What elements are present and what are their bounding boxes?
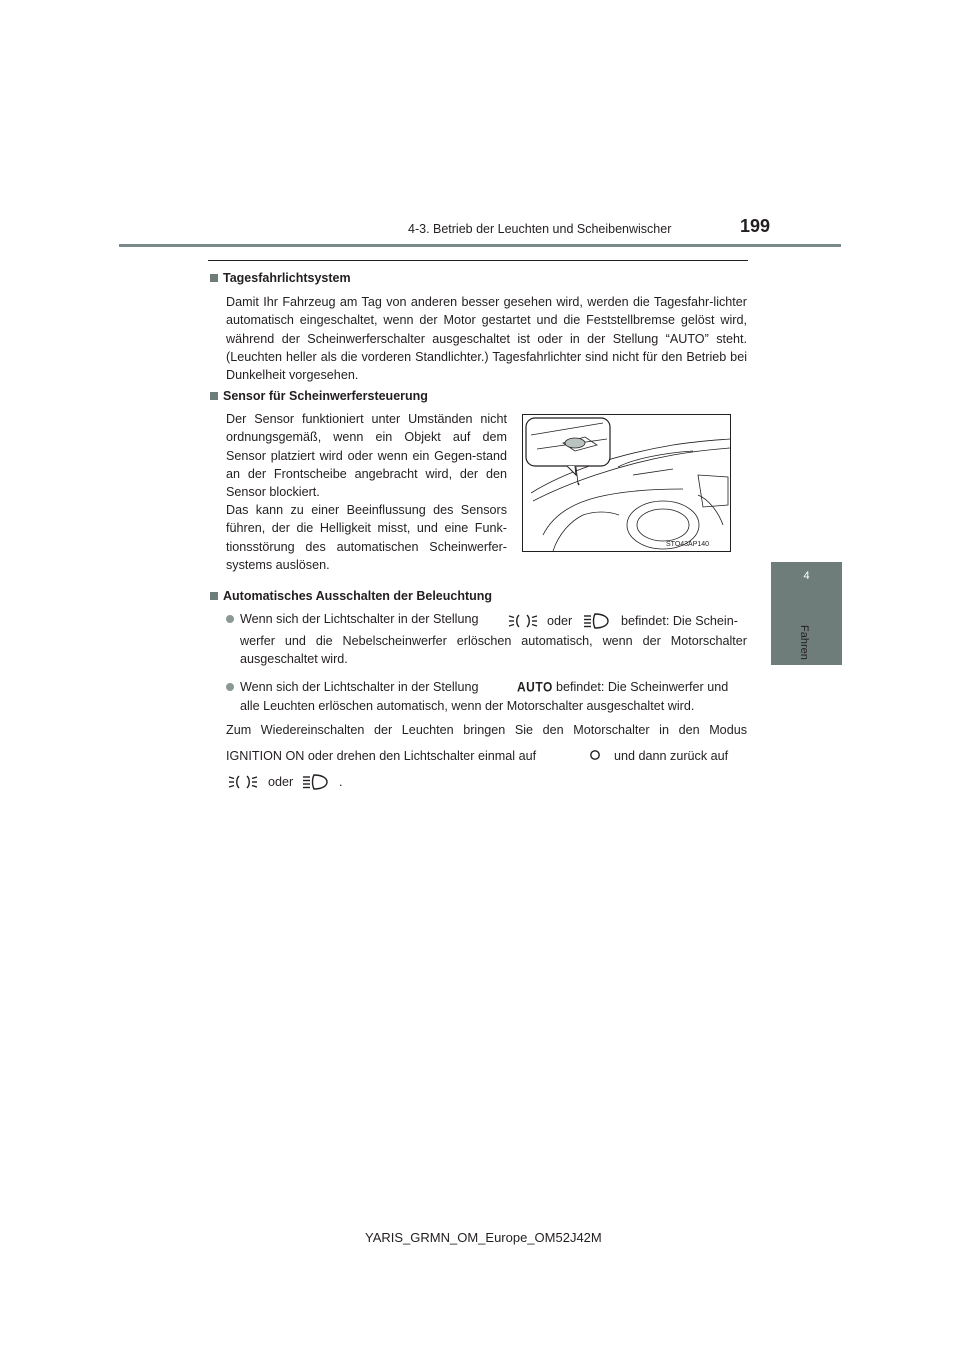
square-bullet-icon — [210, 592, 218, 600]
restart-line-2: IGNITION ON oder drehen den Lichtschalter einmal auf — [226, 749, 537, 763]
header-rule — [119, 244, 841, 247]
square-bullet-icon — [210, 392, 218, 400]
page-number: 199 — [740, 216, 771, 236]
bullet-1-line-2: werfer und die Nebelscheinwerfer erlöschen automatisch, wenn der Motorschalter ausgeschaltet wird. — [240, 634, 747, 667]
drl-heading: Tagesfahrlichtsystem — [210, 271, 351, 285]
restart-line-1: Zum Wiedereinschalten der Leuchten bringen Sie den Motorschalter in den Modus — [226, 723, 747, 737]
sensor-heading: Sensor für Scheinwerfersteuerung — [210, 389, 428, 403]
section-title: 4-3. Betrieb der Leuchten und Scheibenwischer — [408, 222, 672, 236]
square-bullet-icon — [210, 274, 218, 282]
document-id: YARIS_GRMN_OM_Europe_OM52J42M — [365, 1230, 602, 1245]
round-bullet-icon — [226, 615, 234, 623]
restart-line-3-or: oder — [268, 775, 294, 789]
sensor-illustration — [522, 414, 731, 552]
bullet-1-line-1-end: befindet: Die Schein- — [621, 614, 738, 628]
chapter-label: Fahren — [798, 625, 810, 660]
bullet-1-line-1: Wenn sich der Lichtschalter in der Stellung — [226, 612, 478, 626]
headlight-icon — [302, 773, 330, 796]
bullet-1-or: oder — [547, 614, 573, 628]
drl-body: Damit Ihr Fahrzeug am Tag von anderen besser gesehen wird, werden die Tagesfahr-lichter automatisch eingeschaltet, wenn der Motor gestartet und die Feststellbremse gelöst wird, während der Scheinwerferschalter ausgeschaltet ist oder in der Stellung “AUTO” steht. (Leuchten heller als die vorderen Standlichter.) Tagesfahrlichter sind nicht für den Betrieb bei Dunkelheit vorgesehen. — [226, 295, 747, 383]
bullet-2-line-2: alle Leuchten erlöschen automatisch, wenn der Motorschalter ausgeschaltet wird. — [240, 699, 695, 713]
bullet-2-line-1-end: befindet: Die Scheinwerfer und — [556, 680, 729, 694]
restart-line-3-end: . — [339, 775, 343, 789]
dashboard-sensor-drawing — [523, 415, 730, 551]
auto-off-heading: Automatisches Ausschalten der Beleuchtung — [210, 589, 492, 603]
tail-light-icon — [228, 773, 258, 796]
illustration-label: STO43AP140 — [666, 541, 710, 548]
off-position-icon — [589, 748, 601, 766]
sensor-body-2: Das kann zu einer Beeinflussung des Sensors führen, der die Helligkeit misst, und eine Funk-tionsstörung des automatischen Scheinwerfer-systems auslösen. — [226, 503, 507, 572]
auto-position-icon: AUTO — [517, 678, 553, 696]
section-rule — [208, 260, 748, 261]
bullet-2-line-1: Wenn sich der Lichtschalter in der Stellung — [226, 680, 478, 694]
round-bullet-icon — [226, 683, 234, 691]
sensor-body-1: Der Sensor funktioniert unter Umständen nicht ordnungsgemäß, wenn ein Objekt auf dem Sensor platziert wird oder wenn ein Gegen-stand an der Frontscheibe angebracht wird, der den Sensor blockiert. — [226, 412, 507, 500]
chapter-number: 4 — [803, 570, 810, 582]
restart-line-2-end: und dann zurück auf — [614, 749, 729, 763]
